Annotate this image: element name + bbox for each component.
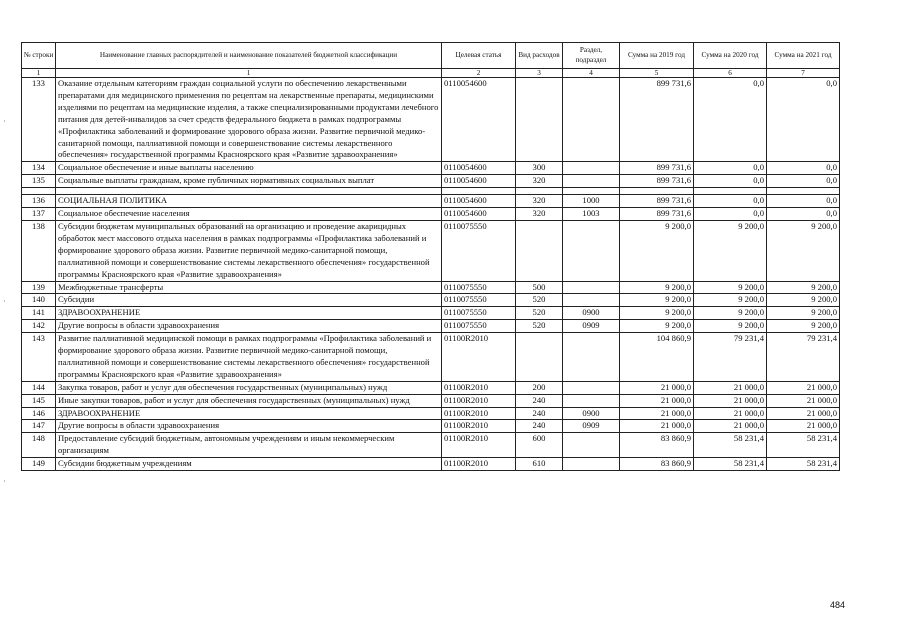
row-expense-type: 240 [516, 420, 563, 433]
row-expense-type: 320 [516, 195, 563, 208]
row-sum-2020: 0,0 [694, 162, 767, 175]
row-sum-2019: 899 731,6 [620, 208, 694, 221]
row-name: Субсидии [56, 294, 442, 307]
row-target-article: 0110075550 [442, 281, 516, 294]
row-section [563, 220, 620, 281]
row-name: Другие вопросы в области здравоохранения [56, 420, 442, 433]
row-target-article: 0110054600 [442, 175, 516, 188]
row-section [563, 381, 620, 394]
row-expense-type: 300 [516, 162, 563, 175]
row-expense-type: 520 [516, 294, 563, 307]
row-name: Субсидии бюджетам муниципальных образований на организацию и проведение акарицидных обработок мест массового отдыха населения в рамках подпрограммы «Профилактика заболеваний и формирование здорового образа жизни. Развитие первичной медико-санитарной помощи, паллиативной помощи и совершенствование системы лекарственного обеспечения» государственной программы Красноярского края «Развитие здравоохранения» [56, 220, 442, 281]
row-target-article: 01100R2010 [442, 394, 516, 407]
row-sum-2021: 9 200,0 [767, 320, 840, 333]
row-sum-2019: 9 200,0 [620, 320, 694, 333]
row-sum-2020: 9 200,0 [694, 307, 767, 320]
row-sum-2020: 58 231,4 [694, 458, 767, 471]
row-section [563, 394, 620, 407]
row-sum-2021: 21 000,0 [767, 394, 840, 407]
row-section [563, 175, 620, 188]
column-number: 1 [22, 69, 56, 78]
row-sum-2021: 21 000,0 [767, 407, 840, 420]
row-target-article: 0110054600 [442, 78, 516, 162]
header-row-number: № строки [22, 43, 56, 69]
row-expense-type: 610 [516, 458, 563, 471]
row-target-article: 01100R2010 [442, 433, 516, 458]
row-number: 143 [22, 333, 56, 382]
row-target-article: 0110075550 [442, 307, 516, 320]
row-sum-2020: 0,0 [694, 175, 767, 188]
header-name: Наименование главных распорядителей и наименование показателей бюджетной классификации [56, 43, 442, 69]
row-sum-2019: 899 731,6 [620, 175, 694, 188]
row-section: 1000 [563, 195, 620, 208]
row-section: 0900 [563, 407, 620, 420]
table-row [22, 175, 840, 188]
spacer-cell [442, 188, 516, 195]
row-sum-2021: 79 231,4 [767, 333, 840, 382]
row-sum-2021: 58 231,4 [767, 458, 840, 471]
row-sum-2020: 58 231,4 [694, 433, 767, 458]
spacer-cell [767, 188, 840, 195]
row-sum-2021: 0,0 [767, 195, 840, 208]
row-sum-2019: 899 731,6 [620, 162, 694, 175]
row-section [563, 333, 620, 382]
table-row [22, 333, 840, 382]
row-sum-2020: 79 231,4 [694, 333, 767, 382]
header-sum-2021: Сумма на 2021 год [767, 43, 840, 69]
row-sum-2019: 21 000,0 [620, 394, 694, 407]
header-section: Раздел, подраздел [563, 43, 620, 69]
column-number: 6 [694, 69, 767, 78]
row-expense-type [516, 220, 563, 281]
row-number: 139 [22, 281, 56, 294]
row-sum-2021: 58 231,4 [767, 433, 840, 458]
row-section [563, 78, 620, 162]
column-number: 5 [620, 69, 694, 78]
row-name: Межбюджетные трансферты [56, 281, 442, 294]
row-name: ЗДРАВООХРАНЕНИЕ [56, 407, 442, 420]
table-row [22, 294, 840, 307]
row-section: 0909 [563, 320, 620, 333]
table-row [22, 407, 840, 420]
row-number: 146 [22, 407, 56, 420]
header-target-article: Целевая статья [442, 43, 516, 69]
row-expense-type [516, 78, 563, 162]
page-number: 484 [830, 600, 846, 610]
row-sum-2021: 0,0 [767, 162, 840, 175]
row-target-article: 01100R2010 [442, 407, 516, 420]
row-expense-type: 320 [516, 208, 563, 221]
row-name: Закупка товаров, работ и услуг для обеспечения государственных (муниципальных) нужд [56, 381, 442, 394]
table-body [22, 69, 840, 471]
row-name: Другие вопросы в области здравоохранения [56, 320, 442, 333]
scan-mark [4, 480, 8, 482]
row-section [563, 162, 620, 175]
table-row [22, 307, 840, 320]
table-row [22, 78, 840, 162]
row-number: 135 [22, 175, 56, 188]
row-expense-type: 240 [516, 407, 563, 420]
table-row [22, 195, 840, 208]
scan-mark [4, 300, 8, 302]
row-name: Субсидии бюджетным учреждениям [56, 458, 442, 471]
row-number: 133 [22, 78, 56, 162]
column-numbers-row [22, 69, 840, 78]
row-sum-2020: 0,0 [694, 78, 767, 162]
row-sum-2020: 9 200,0 [694, 220, 767, 281]
row-section [563, 281, 620, 294]
row-sum-2020: 21 000,0 [694, 381, 767, 394]
row-target-article: 0110075550 [442, 320, 516, 333]
row-sum-2019: 83 860,9 [620, 433, 694, 458]
column-number: 4 [563, 69, 620, 78]
row-sum-2021: 9 200,0 [767, 307, 840, 320]
row-expense-type: 600 [516, 433, 563, 458]
row-sum-2021: 0,0 [767, 208, 840, 221]
table-row [22, 458, 840, 471]
row-expense-type: 200 [516, 381, 563, 394]
row-expense-type: 320 [516, 175, 563, 188]
header-sum-2019: Сумма на 2019 год [620, 43, 694, 69]
row-sum-2019: 899 731,6 [620, 78, 694, 162]
table-row [22, 162, 840, 175]
row-number: 145 [22, 394, 56, 407]
row-sum-2019: 83 860,9 [620, 458, 694, 471]
row-sum-2019: 9 200,0 [620, 220, 694, 281]
row-section [563, 294, 620, 307]
spacer-cell [620, 188, 694, 195]
row-name: Социальное обеспечение и иные выплаты населению [56, 162, 442, 175]
scan-mark [4, 120, 8, 122]
row-sum-2021: 21 000,0 [767, 381, 840, 394]
column-number: 1 [56, 69, 442, 78]
row-sum-2021: 0,0 [767, 78, 840, 162]
row-name: Предоставление субсидий бюджетным, автономным учреждениям и иным некоммерческим организациям [56, 433, 442, 458]
row-target-article: 01100R2010 [442, 333, 516, 382]
row-sum-2020: 21 000,0 [694, 394, 767, 407]
row-target-article: 0110054600 [442, 162, 516, 175]
row-section: 0900 [563, 307, 620, 320]
row-number: 138 [22, 220, 56, 281]
row-expense-type: 520 [516, 307, 563, 320]
header-row [22, 43, 840, 69]
row-name: Социальные выплаты гражданам, кроме публичных нормативных социальных выплат [56, 175, 442, 188]
row-section: 1003 [563, 208, 620, 221]
row-number: 137 [22, 208, 56, 221]
row-sum-2019: 9 200,0 [620, 294, 694, 307]
row-sum-2021: 21 000,0 [767, 420, 840, 433]
row-sum-2019: 899 731,6 [620, 195, 694, 208]
row-sum-2019: 9 200,0 [620, 307, 694, 320]
row-name: Развитие паллиативной медицинской помощи в рамках подпрограммы «Профилактика заболеваний и формирование здорового образа жизни. Развитие первичной медико-санитарной помощи, паллиативной помощи и совершенствование системы лекарственного обеспечения» государственной программы Красноярского края «Развитие здравоохранения» [56, 333, 442, 382]
table-row [22, 394, 840, 407]
budget-table [21, 42, 840, 471]
row-name: Социальное обеспечение населения [56, 208, 442, 221]
spacer-cell [563, 188, 620, 195]
row-sum-2019: 9 200,0 [620, 281, 694, 294]
row-section [563, 433, 620, 458]
row-sum-2020: 0,0 [694, 195, 767, 208]
table-row [22, 281, 840, 294]
column-number: 7 [767, 69, 840, 78]
row-target-article: 0110075550 [442, 220, 516, 281]
row-target-article: 01100R2010 [442, 420, 516, 433]
row-target-article: 0110054600 [442, 195, 516, 208]
column-number: 3 [516, 69, 563, 78]
row-number: 144 [22, 381, 56, 394]
row-name: Иные закупки товаров, работ и услуг для обеспечения государственных (муниципальных) нужд [56, 394, 442, 407]
spacer-cell [56, 188, 442, 195]
spacer-cell [22, 188, 56, 195]
row-sum-2019: 104 860,9 [620, 333, 694, 382]
row-sum-2020: 9 200,0 [694, 294, 767, 307]
spacer-row [22, 188, 840, 195]
row-target-article: 01100R2010 [442, 381, 516, 394]
row-target-article: 0110054600 [442, 208, 516, 221]
row-name: СОЦИАЛЬНАЯ ПОЛИТИКА [56, 195, 442, 208]
row-sum-2021: 0,0 [767, 175, 840, 188]
header-sum-2020: Сумма на 2020 год [694, 43, 767, 69]
row-sum-2020: 21 000,0 [694, 420, 767, 433]
row-number: 136 [22, 195, 56, 208]
row-sum-2020: 21 000,0 [694, 407, 767, 420]
row-sum-2020: 9 200,0 [694, 281, 767, 294]
row-number: 149 [22, 458, 56, 471]
row-number: 147 [22, 420, 56, 433]
row-section [563, 458, 620, 471]
row-section: 0909 [563, 420, 620, 433]
table-row [22, 381, 840, 394]
row-number: 148 [22, 433, 56, 458]
column-number: 2 [442, 69, 516, 78]
row-number: 141 [22, 307, 56, 320]
spacer-cell [516, 188, 563, 195]
row-sum-2020: 9 200,0 [694, 320, 767, 333]
row-target-article: 0110075550 [442, 294, 516, 307]
row-number: 142 [22, 320, 56, 333]
header-expense-type: Вид расходов [516, 43, 563, 69]
row-sum-2019: 21 000,0 [620, 420, 694, 433]
row-sum-2019: 21 000,0 [620, 381, 694, 394]
row-expense-type [516, 333, 563, 382]
row-number: 140 [22, 294, 56, 307]
row-expense-type: 500 [516, 281, 563, 294]
row-sum-2021: 9 200,0 [767, 294, 840, 307]
table-row [22, 208, 840, 221]
row-sum-2021: 9 200,0 [767, 220, 840, 281]
table-row [22, 320, 840, 333]
row-sum-2021: 9 200,0 [767, 281, 840, 294]
table-row [22, 220, 840, 281]
row-number: 134 [22, 162, 56, 175]
row-expense-type: 240 [516, 394, 563, 407]
table-row [22, 433, 840, 458]
row-target-article: 01100R2010 [442, 458, 516, 471]
row-sum-2020: 0,0 [694, 208, 767, 221]
spacer-cell [694, 188, 767, 195]
table-row [22, 420, 840, 433]
row-expense-type: 520 [516, 320, 563, 333]
row-name: ЗДРАВООХРАНЕНИЕ [56, 307, 442, 320]
row-sum-2019: 21 000,0 [620, 407, 694, 420]
row-name: Оказание отдельным категориям граждан социальной услуги по обеспечению лекарственными препаратами для медицинского применения по рецептам на лекарственные препараты, медицинскими изделиями по рецептам на медицинские изделия, а также специализированными продуктами лечебного питания для детей-инвалидов за счет средств федерального бюджета в рамках подпрограммы «Профилактика заболеваний и формирование здорового образа жизни. Развитие первичной медико-санитарной помощи, паллиативной помощи и совершенствование системы лекарственного обеспечения» государственной программы Красноярского края «Развитие здравоохранения» [56, 78, 442, 162]
